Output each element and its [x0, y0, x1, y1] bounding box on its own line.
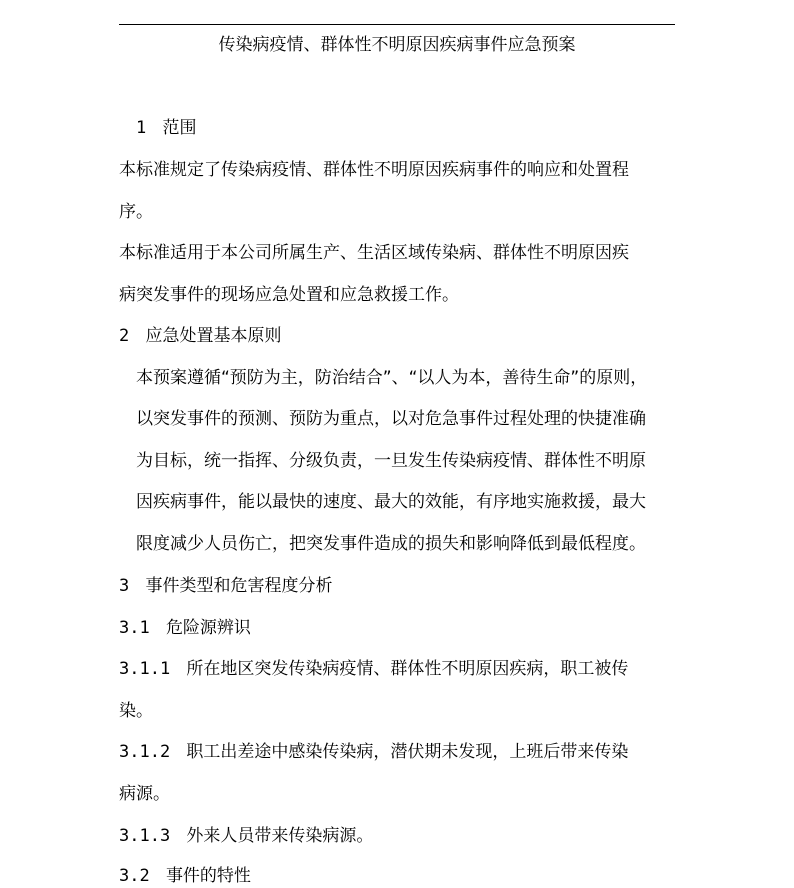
item-number: 3.1.3 — [119, 826, 171, 846]
section-number: 3.1 — [119, 618, 150, 638]
item-3-1-3 — [119, 824, 373, 848]
paragraph-line: 为目标，统一指挥、分级负责，一旦发生传染病疫情、群体性不明原 — [136, 451, 646, 471]
header-rule — [119, 24, 675, 25]
section-2-heading — [119, 324, 281, 348]
section-title: 危险源辨识 — [165, 618, 251, 638]
section-title: 应急处置基本原则 — [145, 326, 282, 346]
section-number: 1 — [136, 118, 147, 138]
paragraph-line: 病突发事件的现场应急处置和应急救援工作。 — [119, 285, 459, 305]
section-3-2-heading — [119, 864, 251, 888]
paragraph-line: 以突发事件的预测、预防为重点，以对危急事件过程处理的快捷准确 — [136, 409, 646, 429]
item-text: 所在地区突发传染病疫情、群体性不明原因疾病，职工被传 — [186, 659, 629, 679]
section-1-heading — [136, 116, 196, 140]
section-title: 事件的特性 — [165, 866, 251, 886]
item-number: 3.1.2 — [119, 742, 171, 762]
paragraph-line: 本预案遵循“预防为主，防治结合”、“以人为本，善待生命”的原则， — [136, 368, 648, 388]
document-title: 传染病疫情、群体性不明原因疾病事件应急预案 — [218, 35, 576, 55]
item-text: 职工出差途中感染传染病，潜伏期未发现，上班后带来传染 — [186, 742, 629, 762]
paragraph-line: 限度减少人员伤亡，把突发事件造成的损失和影响降低到最低程度。 — [136, 534, 646, 554]
section-title: 事件类型和危害程度分析 — [145, 576, 333, 596]
section-number: 2 — [119, 326, 130, 346]
paragraph-line: 染。 — [119, 701, 153, 721]
paragraph-line: 本标准规定了传染病疫情、群体性不明原因疾病事件的响应和处置程 — [119, 160, 629, 180]
paragraph-line: 序。 — [119, 202, 153, 222]
item-3-1-2 — [119, 740, 628, 764]
paragraph-line: 本标准适用于本公司所属生产、生活区域传染病、群体性不明原因疾 — [119, 243, 629, 263]
item-3-1-1 — [119, 657, 628, 681]
paragraph-line: 病源。 — [119, 784, 170, 804]
item-number: 3.1.1 — [119, 659, 171, 679]
item-text: 外来人员带来传染病源。 — [186, 826, 374, 846]
section-number: 3 — [119, 576, 130, 596]
section-3-1-heading — [119, 616, 251, 640]
section-number: 3.2 — [119, 866, 150, 886]
paragraph-line: 因疾病事件，能以最快的速度、最大的效能，有序地实施救援，最大 — [136, 492, 646, 512]
section-3-heading — [119, 574, 332, 598]
section-title: 范围 — [162, 118, 197, 138]
